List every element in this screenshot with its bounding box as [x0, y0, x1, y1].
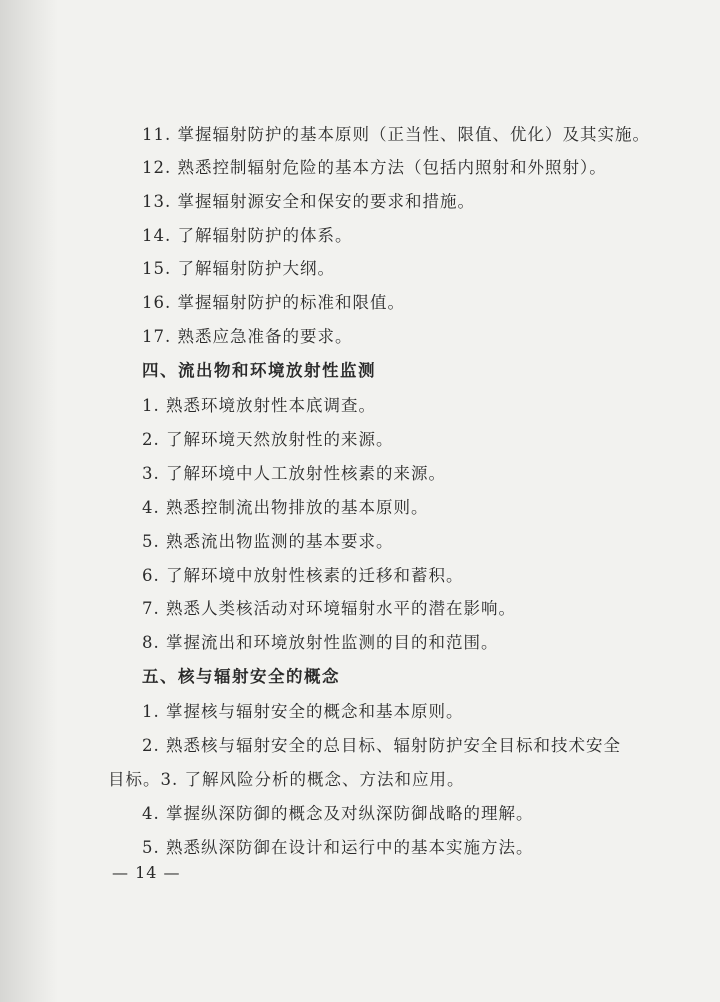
list-item: 16. 掌握辐射防护的标准和限值。	[142, 293, 405, 312]
list-item: 2. 了解环境天然放射性的来源。	[142, 430, 394, 449]
list-item: 11. 掌握辐射防护的基本原则（正当性、限值、优化）及其实施。	[142, 125, 650, 144]
list-item: 1. 熟悉环境放射性本底调查。	[142, 396, 376, 415]
section-heading-5: 五、核与辐射安全的概念	[142, 667, 340, 686]
section-heading-4: 四、流出物和环境放射性监测	[142, 361, 376, 380]
list-item: 5. 熟悉流出物监测的基本要求。	[142, 532, 394, 551]
list-item: 3. 了解环境中人工放射性核素的来源。	[142, 464, 446, 483]
list-item: 8. 掌握流出和环境放射性监测的目的和范围。	[142, 633, 499, 652]
list-item: 6. 了解环境中放射性核素的迁移和蓄积。	[142, 566, 464, 585]
list-item: 4. 掌握纵深防御的概念及对纵深防御战略的理解。	[142, 804, 534, 823]
list-item: 2. 熟悉核与辐射安全的总目标、辐射防护安全目标和技术安全	[142, 736, 621, 755]
list-item: 7. 熟悉人类核活动对环境辐射水平的潜在影响。	[142, 599, 516, 618]
list-item: 17. 熟悉应急准备的要求。	[142, 327, 353, 346]
list-item: 15. 了解辐射防护大纲。	[142, 259, 335, 278]
list-item: 14. 了解辐射防护的体系。	[142, 226, 353, 245]
list-item: 1. 掌握核与辐射安全的概念和基本原则。	[142, 702, 464, 721]
list-item: 5. 熟悉纵深防御在设计和运行中的基本实施方法。	[142, 838, 534, 857]
list-item: 12. 熟悉控制辐射危险的基本方法（包括内照射和外照射）。	[142, 158, 607, 177]
list-item: 4. 熟悉控制流出物排放的基本原则。	[142, 498, 429, 517]
page-number: — 14 —	[112, 863, 181, 882]
list-item-continuation: 目标。3. 了解风险分析的概念、方法和应用。	[108, 770, 465, 789]
list-item: 13. 掌握辐射源安全和保安的要求和措施。	[142, 192, 475, 211]
